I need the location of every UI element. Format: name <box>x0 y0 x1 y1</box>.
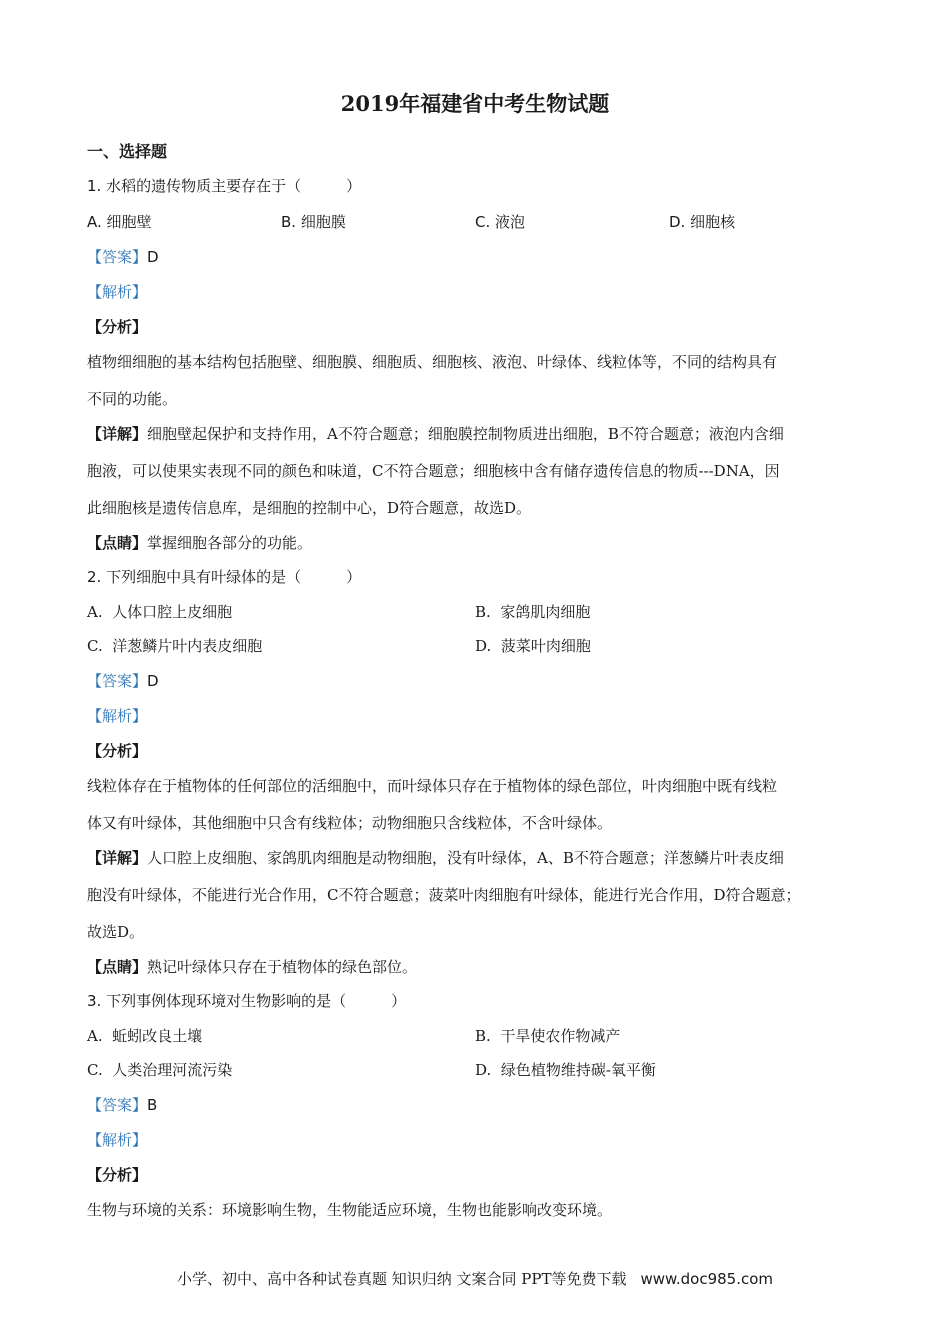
option-letter: B. <box>281 213 297 231</box>
q2-tip <box>87 957 417 977</box>
option-text: 家鸽肌肉细胞 <box>500 603 591 621</box>
page-footer <box>0 1268 950 1289</box>
option-letter: B. <box>475 603 491 621</box>
q1-fenxi-line: 植物细细胞的基本结构包括胞壁、细胞膜、细胞质、细胞核、液泡、叶绿体、线粒体等，不同的结构具有 <box>87 353 778 371</box>
tip-label: 【点睛】 <box>87 534 148 552</box>
option-letter: A. <box>87 213 102 231</box>
q1-detail-line: 胞液，可以使果实表现不同的颜色和味道，C不符合题意；细胞核中含有储存遗传信息的物质---DNA，因 <box>87 462 780 480</box>
q1-option-b <box>281 212 346 232</box>
q1-detail-line: 此细胞核是遗传信息库，是细胞的控制中心，D符合题意，故选D。 <box>87 499 532 517</box>
answer-value: B <box>147 1096 158 1114</box>
option-letter: C. <box>475 213 491 231</box>
option-letter: D. <box>475 637 492 655</box>
answer-value: D <box>147 248 159 266</box>
detail-label: 【详解】 <box>87 849 148 867</box>
footer-text: 小学、初中、高中各种试卷真题 知识归纳 文案合同 PPT等免费下载 <box>176 1270 627 1288</box>
q1-option-a <box>87 212 152 232</box>
option-text: 绿色植物维持碳-氧平衡 <box>500 1061 656 1079</box>
question-1-stem <box>87 176 361 196</box>
q1-analysis-label: 【解析】 <box>87 283 148 301</box>
option-text: 干旱使农作物减产 <box>500 1027 621 1045</box>
question-2-stem <box>87 567 361 587</box>
answer-label: 【答案】 <box>87 672 148 690</box>
question-number: 1. <box>87 177 102 195</box>
q3-fenxi-label: 【分析】 <box>87 1166 148 1184</box>
q2-analysis-label: 【解析】 <box>87 707 148 725</box>
option-text: 洋葱鳞片叶内表皮细胞 <box>112 637 263 655</box>
question-text: 下列细胞中具有叶绿体的是（ ） <box>106 568 362 586</box>
detail-text: 人口腔上皮细胞、家鸽肌肉细胞是动物细胞，没有叶绿体，A、B不符合题意；洋葱鳞片叶表皮细 <box>147 849 784 867</box>
tip-text: 熟记叶绿体只存在于植物体的绿色部位。 <box>147 958 418 976</box>
q2-detail-line: 故选D。 <box>87 923 145 941</box>
q3-option-a <box>87 1026 202 1046</box>
question-3-stem <box>87 991 406 1011</box>
option-text: 人体口腔上皮细胞 <box>112 603 233 621</box>
question-text: 下列事例体现环境对生物影响的是（ ） <box>106 992 407 1010</box>
q3-option-d <box>475 1060 656 1080</box>
answer-label: 【答案】 <box>87 1096 148 1114</box>
q2-answer <box>87 671 159 691</box>
question-number: 2. <box>87 568 102 586</box>
q2-fenxi-label: 【分析】 <box>87 742 148 760</box>
question-number: 3. <box>87 992 102 1010</box>
option-text: 细胞核 <box>690 213 736 231</box>
page-title: 2019年福建省中考生物试题 <box>340 91 610 116</box>
section-heading: 一、选择题 <box>87 142 168 161</box>
detail-label: 【详解】 <box>87 425 148 443</box>
option-text: 菠菜叶肉细胞 <box>500 637 591 655</box>
q1-fenxi-line: 不同的功能。 <box>87 390 178 408</box>
q3-fenxi-line: 生物与环境的关系：环境影响生物，生物能适应环境，生物也能影响改变环境。 <box>87 1201 613 1219</box>
q3-option-b <box>475 1026 620 1046</box>
q1-option-d <box>669 212 735 232</box>
q1-option-c <box>475 212 525 232</box>
q2-option-c <box>87 636 262 656</box>
option-text: 液泡 <box>495 213 526 231</box>
q3-analysis-label: 【解析】 <box>87 1131 148 1149</box>
option-letter: C. <box>87 637 103 655</box>
option-text: 细胞膜 <box>300 213 346 231</box>
option-letter: A. <box>87 603 103 621</box>
q3-answer <box>87 1095 157 1115</box>
q1-answer <box>87 247 159 267</box>
question-text: 水稻的遗传物质主要存在于（ ） <box>106 177 362 195</box>
answer-value: D <box>147 672 159 690</box>
tip-text: 掌握细胞各部分的功能。 <box>147 534 313 552</box>
option-letter: A. <box>87 1027 103 1045</box>
q2-fenxi-line: 体又有叶绿体，其他细胞中只含有线粒体；动物细胞只含线粒体，不含叶绿体。 <box>87 814 613 832</box>
q3-option-c <box>87 1060 232 1080</box>
q2-option-d <box>475 636 591 656</box>
q2-option-b <box>475 602 590 622</box>
q2-detail-line: 胞没有叶绿体，不能进行光合作用，C不符合题意；菠菜叶肉细胞有叶绿体，能进行光合作用，D符合题意； <box>87 886 801 904</box>
q1-fenxi-label: 【分析】 <box>87 318 148 336</box>
detail-text: 细胞壁起保护和支持作用，A不符合题意；细胞膜控制物质进出细胞，B不符合题意；液泡内含细 <box>147 425 784 443</box>
option-letter: C. <box>87 1061 103 1079</box>
option-text: 细胞壁 <box>106 213 152 231</box>
answer-label: 【答案】 <box>87 248 148 266</box>
q1-detail <box>87 424 784 444</box>
q2-detail <box>87 848 784 868</box>
q1-tip <box>87 533 312 553</box>
option-letter: B. <box>475 1027 491 1045</box>
footer-url[interactable]: www.doc985.com <box>640 1270 774 1288</box>
option-text: 蚯蚓改良土壤 <box>112 1027 203 1045</box>
option-letter: D. <box>669 213 686 231</box>
tip-label: 【点睛】 <box>87 958 148 976</box>
option-text: 人类治理河流污染 <box>112 1061 233 1079</box>
q2-option-a <box>87 602 232 622</box>
option-letter: D. <box>475 1061 492 1079</box>
q2-fenxi-line: 线粒体存在于植物体的任何部位的活细胞中，而叶绿体只存在于植物体的绿色部位，叶肉细胞中既有线粒 <box>87 777 778 795</box>
